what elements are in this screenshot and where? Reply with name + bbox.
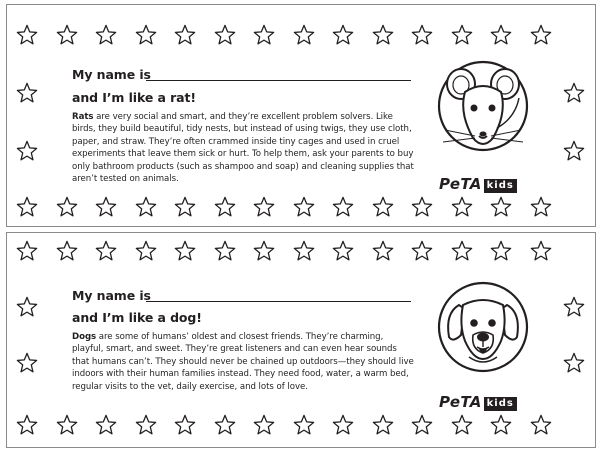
like-heading: and I’m like a dog! xyxy=(72,310,202,325)
description-text: are some of humans’ oldest and closest friends. They’re charming, playful, smart, and sweet. They’re great listeners and can even hear sounds that humans can’t. They should never be chained up outdoors—they should live indoors with their human families instead. They need food, water, a warm bed, regular visits to the vet, daily exercise, and lots of love. xyxy=(72,332,414,392)
description-text: are very social and smart, and they’re excellent problem solvers. Like birds, they build beautiful, tidy nests, but instead of using twigs, they use cloth, paper, and straw. They’re often crammed inside tiny cages and used in cruel experiments that leave them sick or hurt. To help them, ask your parents to buy only bathroom products (such as shampoo and soap) and cleaning supplies that aren’t tested on animals. xyxy=(72,112,414,185)
star-icon xyxy=(530,24,552,46)
star-icon xyxy=(293,196,315,218)
star-icon xyxy=(214,240,236,262)
star-icon xyxy=(451,414,473,436)
star-icon xyxy=(16,296,38,318)
star-icon xyxy=(293,24,315,46)
star-icon xyxy=(56,24,78,46)
star-icon xyxy=(332,24,354,46)
name-prompt: My name is xyxy=(72,67,151,82)
star-icon xyxy=(563,82,585,104)
star-icon xyxy=(135,24,157,46)
star-icon xyxy=(490,240,512,262)
name-write-line xyxy=(146,301,411,302)
star-icon xyxy=(253,24,275,46)
star-icon xyxy=(293,414,315,436)
star-icon xyxy=(16,352,38,374)
name-write-line xyxy=(146,80,411,81)
rat-icon xyxy=(435,58,531,168)
star-icon xyxy=(56,196,78,218)
star-icon xyxy=(530,414,552,436)
star-icon xyxy=(16,240,38,262)
star-icon xyxy=(174,24,196,46)
rat-description xyxy=(72,111,415,185)
dog-icon xyxy=(435,279,531,389)
star-icon xyxy=(214,414,236,436)
star-icon xyxy=(372,196,394,218)
bookmark-card-dog xyxy=(6,232,596,448)
star-icon xyxy=(411,414,433,436)
star-icon xyxy=(16,196,38,218)
peta-kids-logo xyxy=(439,175,517,193)
animal-lead-word: Rats xyxy=(72,112,94,122)
star-icon xyxy=(372,240,394,262)
star-icon xyxy=(372,24,394,46)
star-icon xyxy=(174,414,196,436)
star-icon xyxy=(16,140,38,162)
bookmark-card-rat xyxy=(6,4,596,227)
star-icon xyxy=(95,240,117,262)
star-icon xyxy=(56,240,78,262)
star-icon xyxy=(135,240,157,262)
star-icon xyxy=(411,240,433,262)
star-icon xyxy=(95,414,117,436)
star-icon xyxy=(174,196,196,218)
star-icon xyxy=(490,414,512,436)
star-icon xyxy=(530,240,552,262)
star-icon xyxy=(253,240,275,262)
star-icon xyxy=(16,414,38,436)
star-icon xyxy=(95,24,117,46)
star-icon xyxy=(332,414,354,436)
star-icon xyxy=(332,196,354,218)
star-icon xyxy=(563,140,585,162)
logo-kids-text: kids xyxy=(484,179,517,193)
star-icon xyxy=(411,196,433,218)
logo-kids-text: kids xyxy=(484,397,517,411)
star-icon xyxy=(253,414,275,436)
star-icon xyxy=(451,24,473,46)
star-icon xyxy=(451,240,473,262)
star-icon xyxy=(56,414,78,436)
star-icon xyxy=(563,296,585,318)
star-icon xyxy=(490,196,512,218)
star-icon xyxy=(16,82,38,104)
animal-lead-word: Dogs xyxy=(72,332,97,342)
star-icon xyxy=(332,240,354,262)
star-icon xyxy=(490,24,512,46)
star-icon xyxy=(135,196,157,218)
star-icon xyxy=(214,24,236,46)
star-icon xyxy=(135,414,157,436)
star-icon xyxy=(174,240,196,262)
star-icon xyxy=(563,352,585,374)
star-icon xyxy=(293,240,315,262)
star-icon xyxy=(451,196,473,218)
star-icon xyxy=(253,196,275,218)
star-icon xyxy=(95,196,117,218)
star-icon xyxy=(372,414,394,436)
star-icon xyxy=(411,24,433,46)
name-prompt: My name is xyxy=(72,288,151,303)
like-heading: and I’m like a rat! xyxy=(72,90,196,105)
logo-peta-text: PeTA xyxy=(439,175,482,193)
peta-kids-logo xyxy=(439,393,517,411)
star-icon xyxy=(16,24,38,46)
star-icon xyxy=(530,196,552,218)
dog-description xyxy=(72,331,415,393)
star-icon xyxy=(214,196,236,218)
logo-peta-text: PeTA xyxy=(439,393,482,411)
